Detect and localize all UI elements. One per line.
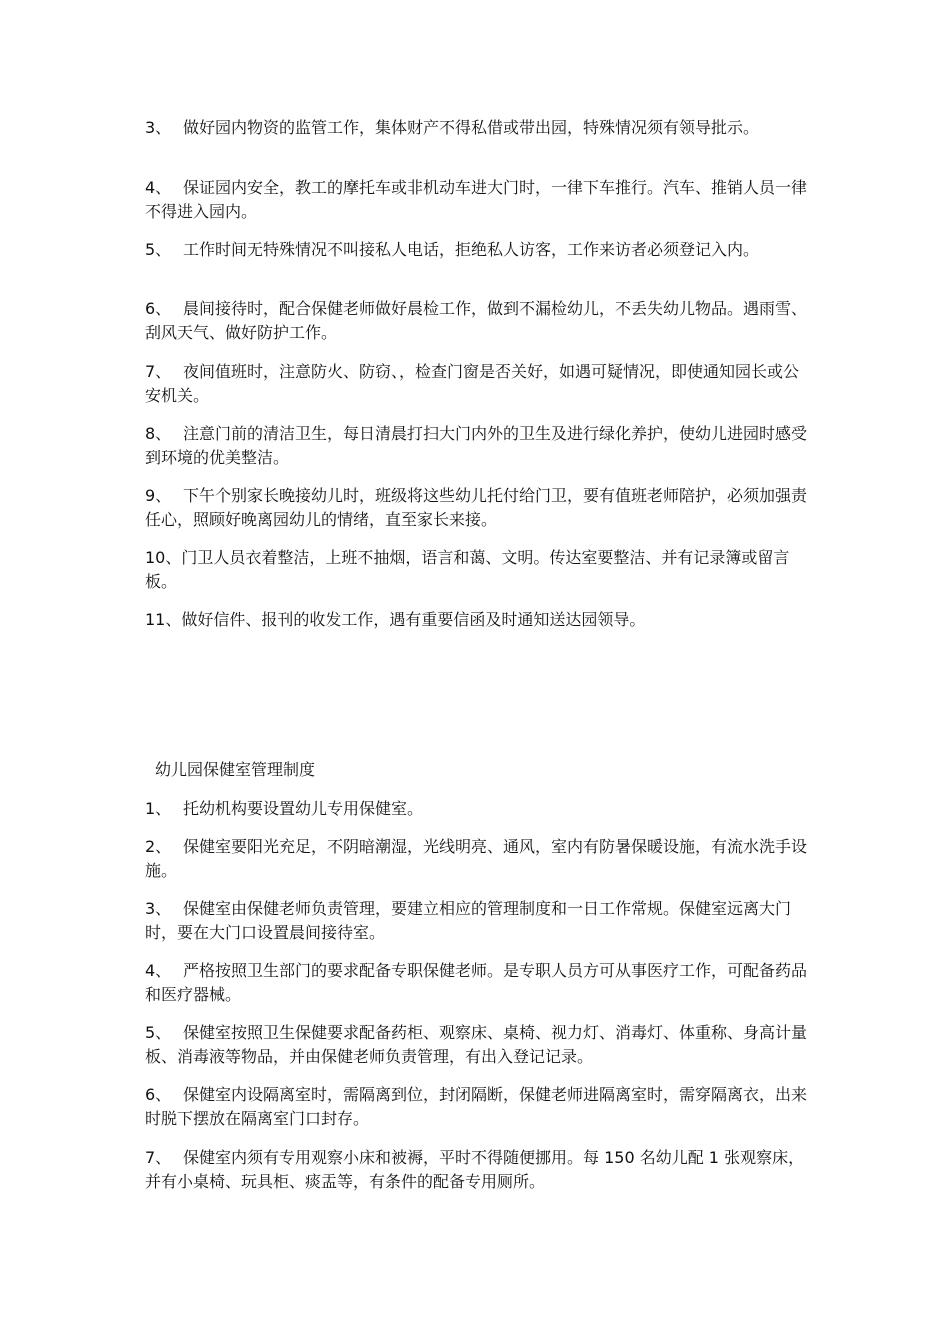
- item-text: 夜间值班时，注意防火、防窃、，检查门窗是否关好，如遇可疑情况，即使通知园长或公安机关。: [145, 362, 800, 405]
- rule-item-8: [145, 422, 810, 470]
- item-text: 严格按照卫生部门的要求配备专职保健老师。是专职人员方可从事医疗工作，可配备药品和医疗器械。: [145, 961, 808, 1004]
- item-text: 保健室内设隔离室时，需隔离到位，封闭隔断，保健老师进隔离室时，需穿隔离衣，出来时脱下摆放在隔离室门口封存。: [145, 1085, 808, 1128]
- item-number: 3、: [145, 899, 172, 918]
- item-number: 3、: [145, 118, 172, 137]
- item-number: 6、: [145, 299, 172, 318]
- rule-item-5: [145, 238, 810, 262]
- item-text: 保健室要阳光充足，不阴暗潮湿，光线明亮、通风，室内有防暑保暖设施，有流水洗手设施。: [145, 837, 808, 880]
- health-item-5: [145, 1021, 810, 1069]
- item-text: 保证园内安全，教工的摩托车或非机动车进大门时，一律下车推行。汽车、推销人员一律不得进入园内。: [145, 178, 808, 221]
- item-text: 下午个别家长晚接幼儿时，班级将这些幼儿托付给门卫，要有值班老师陪护，必须加强责任心，照顾好晚离园幼儿的情绪，直至家长来接。: [145, 486, 808, 529]
- rule-item-4: [145, 176, 810, 224]
- item-number: 4、: [145, 961, 172, 980]
- item-text: 工作时间无特殊情况不叫接私人电话，拒绝私人访客，工作来访者必须登记入内。: [183, 240, 760, 259]
- section-title: 幼儿园保健室管理制度: [155, 760, 316, 779]
- health-item-6: [145, 1083, 810, 1131]
- item-text: 托幼机构要设置幼儿专用保健室。: [183, 799, 424, 818]
- rule-item-10: [145, 546, 810, 594]
- health-item-7: [145, 1146, 810, 1194]
- item-text: 保健室内须有专用观察小床和被褥，平时不得随便挪用。每 150 名幼儿配 1 张观察床，并有小桌椅、玩具柜、痰盂等，有条件的配备专用厕所。: [145, 1148, 805, 1191]
- item-number: 6、: [145, 1085, 172, 1104]
- item-number: 7、: [145, 1148, 172, 1167]
- item-number: 5、: [145, 240, 172, 259]
- item-number: 7、: [145, 362, 172, 381]
- item-text: 做好信件、报刊的收发工作，遇有重要信函及时通知送达园领导。: [181, 610, 646, 629]
- item-number: 2、: [145, 837, 172, 856]
- rule-item-6: [145, 297, 810, 345]
- item-number: 9、: [145, 486, 172, 505]
- item-text: 晨间接待时，配合保健老师做好晨检工作，做到不漏检幼儿，不丢失幼儿物品。遇雨雪、刮风天气、做好防护工作。: [145, 299, 808, 342]
- rule-item-3: [145, 116, 810, 140]
- health-item-4: [145, 959, 810, 1007]
- item-text: 注意门前的清洁卫生，每日清晨打扫大门内外的卫生及进行绿化养护，使幼儿进园时感受到环境的优美整洁。: [145, 424, 808, 467]
- item-number: 1、: [145, 799, 172, 818]
- item-text: 保健室由保健老师负责管理，要建立相应的管理制度和一日工作常规。保健室远离大门时，要在大门口设置晨间接待室。: [145, 899, 792, 942]
- rule-item-7: [145, 360, 810, 408]
- item-text: 保健室按照卫生保健要求配备药柜、观察床、桌椅、视力灯、消毒灯、体重称、身高计量板、消毒液等物品，并由保健老师负责管理，有出入登记记录。: [145, 1023, 808, 1066]
- item-number: 11、: [145, 610, 182, 629]
- item-number: 5、: [145, 1023, 172, 1042]
- rule-item-11: [145, 608, 810, 632]
- health-item-3: [145, 897, 810, 945]
- item-number: 10、: [145, 548, 182, 567]
- health-item-2: [145, 835, 810, 883]
- item-number: 4、: [145, 178, 172, 197]
- item-text: 门卫人员衣着整洁，上班不抽烟，语言和蔼、文明。传达室要整洁、并有记录簿或留言板。: [145, 548, 790, 591]
- rule-item-9: [145, 484, 810, 532]
- health-item-1: [145, 797, 810, 821]
- item-text: 做好园内物资的监管工作，集体财产不得私借或带出园，特殊情况须有领导批示。: [183, 118, 760, 137]
- item-number: 8、: [145, 424, 172, 443]
